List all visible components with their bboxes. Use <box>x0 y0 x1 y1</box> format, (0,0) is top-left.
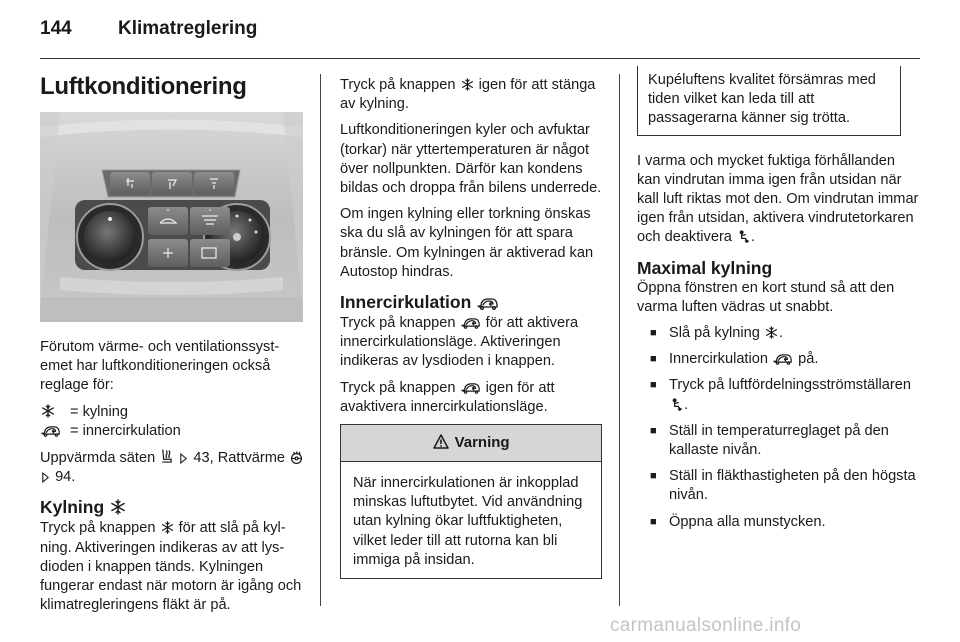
photo-top-button-2 <box>152 172 192 195</box>
max-cooling-intro: Öppna fönstren en kort stund så att den varma luften vädras ut snabbt. <box>637 279 895 315</box>
cooling-text-a: Tryck på knappen <box>40 520 156 537</box>
photo-top-button-1 <box>110 172 150 195</box>
heated-seat-icon <box>160 449 173 464</box>
humid-conditions-paragraph <box>637 152 920 248</box>
list-item: ■ Öppna alla munstycken. <box>637 513 920 532</box>
airflow-feet-icon <box>737 230 750 243</box>
cooling-off-text-a: Tryck på knappen <box>340 77 456 93</box>
column-divider-1 <box>320 74 321 606</box>
step-3-end: . <box>684 396 689 413</box>
list-item: ■ Ställ in temperaturreglaget på den kallaste nivån. <box>637 422 920 460</box>
step-2-end: på. <box>798 351 819 368</box>
column-1 <box>40 338 305 622</box>
recirc-on-paragraph <box>340 314 602 372</box>
heated-wheel-ref-text: 94. <box>55 469 76 486</box>
page-number: 144 <box>40 18 72 39</box>
recirc-on-text-b: för att aktivera innercirkulationsläge. Aktiveringen indikeras av lysdioden i knappen. <box>340 315 579 370</box>
cooling-heading-text: Kylning <box>40 497 105 518</box>
step-1-end: . <box>778 325 783 342</box>
dehumidify-paragraph: Luftkonditioneringen kyler och avfuktar (torkar) när yttertemperaturen är något över nollpunkten. Därför kan kondens bildas och droppa från bilens underrede. <box>340 122 602 197</box>
def-ac-text: = kylning <box>70 403 129 420</box>
column-divider-2 <box>619 74 620 606</box>
cooling-text-b: för att slå på kylning. Aktiveringen indikeras av att lysdioden i knappen tänds. Kylningen fungerar endast när motorn är igång och klimatregleringens fläkt är på. <box>40 520 302 614</box>
humid-text-a: I varma och mycket fuktiga förhållanden kan vindrutan imma igen från utsidan när kall luft riktas mot den. Om vindrutan immar igen från utsidan, aktivera vindrutetorkaren och deaktivera <box>637 152 919 246</box>
recirc-off-text-b: igen för att avaktivera innercirkulationsläge. <box>340 379 555 415</box>
cooling-heading <box>40 497 305 518</box>
heated-seats-ref-text: 43, Rattvärme <box>193 450 286 467</box>
chapter-title: Klimatreglering <box>118 18 258 39</box>
control-definitions <box>40 403 305 441</box>
recirculation-icon <box>461 316 481 329</box>
heated-seats-reference <box>40 449 305 487</box>
warning-text: När innercirkulationen är inkopplad minskas luftutbytet. Vid användning utan kylning ökar luftfuktigheten, vilket leder till att rutorna kan bli immiga på insidan. <box>353 475 583 568</box>
max-cooling-steps <box>637 324 920 532</box>
airflow-feet-icon <box>670 398 683 411</box>
list-item <box>637 324 920 343</box>
cooling-paragraph <box>40 519 305 615</box>
warning-header <box>341 425 601 462</box>
recirculation-heading-text: Innercirkulation <box>340 292 472 313</box>
def-recirc-text: = innercirkulation <box>70 422 181 439</box>
ac-snowflake-icon <box>461 78 474 91</box>
page-reference-icon <box>179 453 188 464</box>
list-item <box>637 350 920 369</box>
ac-snowflake-icon <box>110 499 126 515</box>
cooling-off-text-b: igen för att stänga av kylning. <box>340 77 596 113</box>
humid-text-b: . <box>750 229 756 246</box>
step-2-text: Innercirkulation <box>669 351 768 368</box>
recirculation-icon <box>477 296 499 310</box>
column-3 <box>637 66 920 539</box>
intro-paragraph: Förutom värme- och ventilationssystemet har luftkonditioneringen också reglage för: <box>40 339 280 394</box>
section-title: Luftkonditionering <box>40 73 247 100</box>
recirc-off-paragraph <box>340 379 602 417</box>
air-quality-note: Kupéluftens kvalitet försämras med tiden vilket kan leda till att passagerarna känner sig trötta. <box>637 66 901 136</box>
header-rule <box>40 58 920 59</box>
recirculation-heading <box>340 292 602 313</box>
step-3-text: Tryck på luftfördelningsströmställaren <box>669 377 911 394</box>
climate-control-panel-photo <box>40 112 303 322</box>
photo-rear-defrost-button <box>190 239 230 267</box>
warning-title: Varning <box>454 434 510 452</box>
page-reference-icon <box>41 472 50 483</box>
recirc-off-text-a: Tryck på knappen <box>340 379 456 396</box>
recirculation-icon <box>41 424 61 437</box>
heated-steering-wheel-icon <box>290 451 303 464</box>
recirculation-icon <box>461 381 481 394</box>
save-fuel-paragraph: Om ingen kylning eller torkning önskas ska du slå av kylningen för att spara bränsle. Om kylningen är aktiverad kan Autostop hindras. <box>340 206 594 280</box>
watermark: carmanualsonline.info <box>610 615 802 636</box>
ac-snowflake-icon <box>765 326 778 339</box>
cooling-off-paragraph <box>340 76 602 114</box>
list-item <box>637 376 920 414</box>
ac-snowflake-icon <box>41 404 55 418</box>
heated-seats-text: Uppvärmda säten <box>40 450 156 467</box>
column-2 <box>340 76 602 579</box>
recirculation-icon <box>773 352 793 365</box>
warning-box <box>340 424 602 579</box>
recirc-on-text-a: Tryck på knappen <box>340 315 456 332</box>
warning-triangle-icon <box>433 434 449 449</box>
list-item: ■ Ställ in fläkthastigheten på den högsta nivån. <box>637 467 920 505</box>
step-1-text: Slå på kylning <box>669 325 760 342</box>
ac-snowflake-icon <box>161 521 174 534</box>
max-cooling-heading: Maximal kylning <box>637 257 773 278</box>
